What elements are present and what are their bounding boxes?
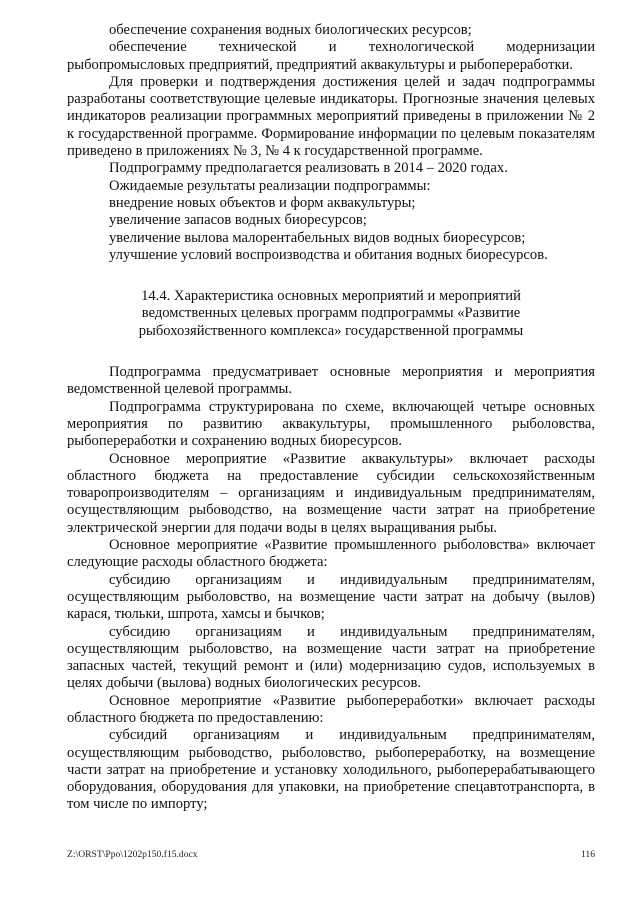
page-footer <box>67 849 595 861</box>
list-item: увеличение вылова малорентабельных видов водных биоресурсов; <box>109 229 526 246</box>
paragraph: обеспечение технической и технологической модернизации рыбопромысловых предприятий, предприятий аквакультуры и рыбопереработки. <box>67 39 595 73</box>
section-heading-line: рыбохозяйственного комплекса» государственной программы <box>138 322 524 339</box>
paragraph: Основное мероприятие «Развитие рыбопереработки» включает расходы областного бюджета по предоставлению: <box>67 692 595 726</box>
paragraph: Основное мероприятие «Развитие аквакультуры» включает расходы областного бюджета на предоставление субсидии сельскохозяйственным товаропроизводителям – организациям и индивидуальным предпринимателям, осуществляющим рыбоводство, на возмещение части затрат на приобретение электрической энергии для подачи воды в целях выращивания рыбы. <box>67 450 595 536</box>
list-item: внедрение новых объектов и форм аквакультуры; <box>109 194 416 211</box>
list-item: увеличение запасов водных биоресурсов; <box>109 212 367 229</box>
paragraph: обеспечение сохранения водных биологических ресурсов; <box>109 22 472 38</box>
section-heading-line: ведомственных целевых программ подпрограммы «Развитие <box>141 305 521 322</box>
spacer <box>67 340 595 364</box>
spacer <box>67 264 595 288</box>
list-item: субсидию организациям и индивидуальным предпринимателям, осуществляющим рыболовство, на возмещение части затрат на добычу (вылов) карася, тюльки, шпрота, хамсы и бычков; <box>67 571 595 623</box>
footer-file-path: Z:\ORST\Ppo\1202p150.f15.docx <box>67 849 198 860</box>
list-item: субсидий организациям и индивидуальным предпринимателям, осуществляющим рыбоводство, рыболовство, рыбопереработку, на возмещение части затрат на приобретение и установку холодильного, рыбоперерабатывающего оборудования, оборудования для упаковки, на приобретение спецавтотранспорта, в том числе по импорту; <box>67 727 595 813</box>
paragraph: Подпрограмму предполагается реализовать в 2014 – 2020 годах. <box>109 160 508 177</box>
paragraph: Подпрограмма структурирована по схеме, включающей четыре основных мероприятия по развитию аквакультуры, промышленного рыболовства, рыбопереработки и сохранению водных биоресурсов. <box>67 398 595 450</box>
paragraph: Ожидаемые результаты реализации подпрограммы: <box>109 177 431 194</box>
footer-page-number: 116 <box>580 849 595 860</box>
paragraph: Для проверки и подтверждения достижения целей и задач подпрограммы разработаны соответствующие целевые индикаторы. Прогнозные значения целевых индикаторов реализации программных мероприятий приведены в приложении № 2 к государственной программе. Формирование информации по целевым показателям приведено в приложениях № 3, № 4 к государственной программе. <box>67 73 595 160</box>
section-heading-line: 14.4. Характеристика основных мероприятий и мероприятий <box>141 288 521 305</box>
document-body <box>67 22 595 814</box>
paragraph: Подпрограмма предусматривает основные мероприятия и мероприятия ведомственной целевой программы. <box>67 364 595 398</box>
paragraph: Основное мероприятие «Развитие промышленного рыболовства» включает следующие расходы областного бюджета: <box>67 537 595 571</box>
list-item: улучшение условий воспроизводства и обитания водных биоресурсов. <box>109 246 548 263</box>
section-heading <box>67 288 595 340</box>
list-item: субсидию организациям и индивидуальным предпринимателям, осуществляющим рыболовство, на возмещение части затрат на приобретение запасных частей, текущий ремонт и (или) модернизацию судов, используемых в целях добычи (вылова) водных биологических ресурсов. <box>67 623 595 692</box>
